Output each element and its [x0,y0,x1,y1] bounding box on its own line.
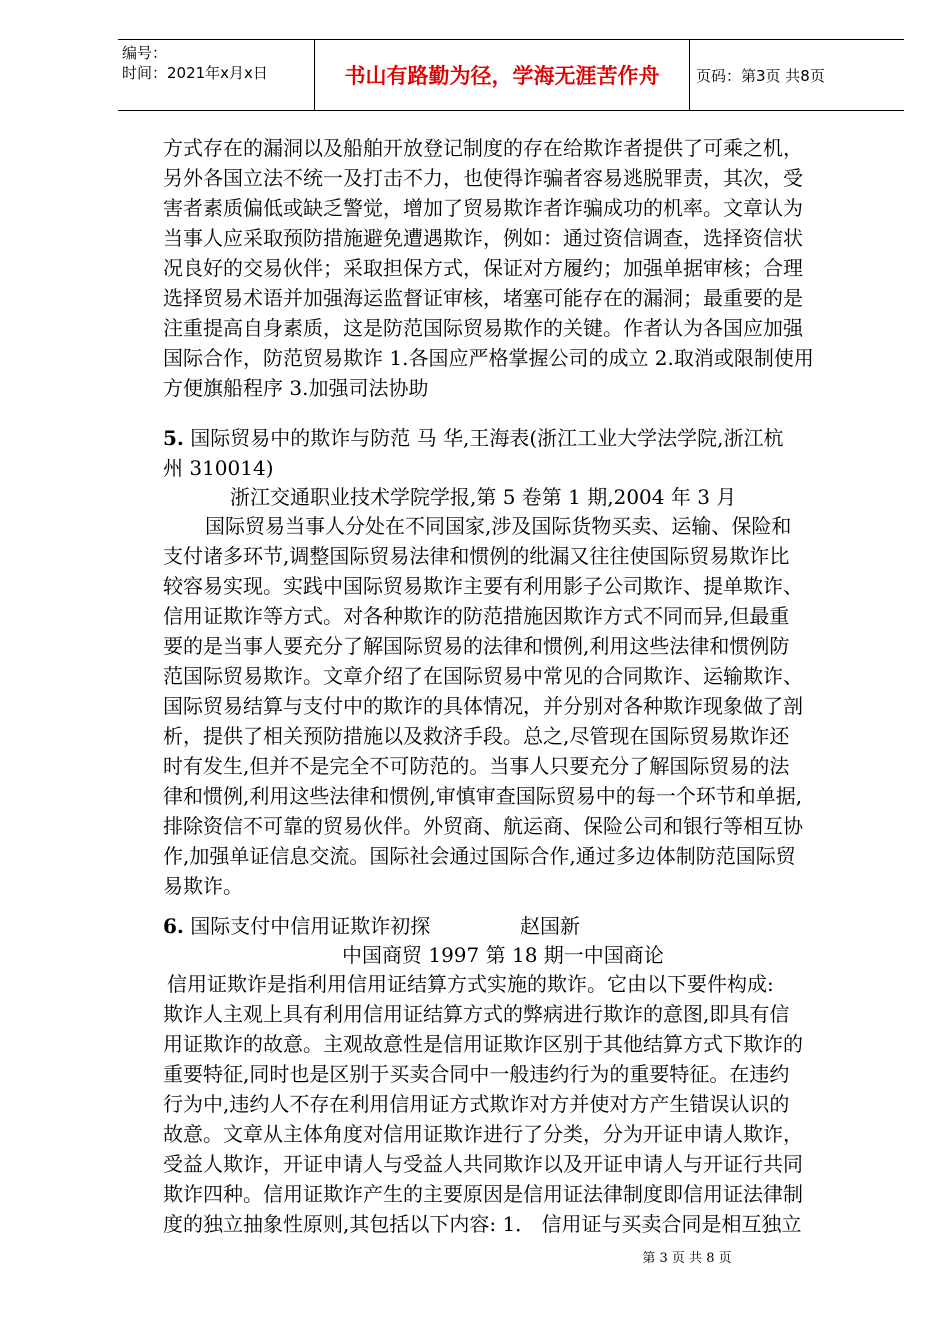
entry-title-text: 国际贸易中的欺诈与防范 马 华,王海表(浙江工业大学法学院,浙江杭 [190,426,784,450]
text-line: 行为中,违约人不存在利用信用证方式欺诈对方并使对方产生错误认识的 [163,1092,790,1116]
text-line: 国际合作，防范贸易欺诈 1.各国应严格掌握公司的成立 2.取消或限制使用 [163,346,814,370]
text-line: 害者素质偏低或缺乏警觉，增加了贸易欺诈者诈骗成功的机率。文章认为 [163,196,803,220]
text-line: 方便旗船程序 3.加强司法协助 [163,376,429,400]
time-label: 时间：2021年x月x日 [122,64,268,82]
text-line: 度的独立抽象性原则,其包括以下内容: 1． 信用证与买卖合同是相互独立 [163,1212,802,1236]
text-line: 受益人欺诈，开证申请人与受益人共同欺诈以及开证申请人与开证行共同 [163,1152,803,1176]
page-footer [0,1247,950,1266]
text-line: 况良好的交易伙伴；采取担保方式，保证对方履约；加强单据审核；合理 [163,256,803,280]
text-line: 信用证欺诈是指利用信用证结算方式实施的欺诈。它由以下要件构成: [167,972,774,996]
text-line: 方式存在的漏洞以及船舶开放登记制度的存在给欺诈者提供了可乘之机， [163,136,803,160]
entry-number: 5. [163,426,184,450]
text-line: 欺诈四种。信用证欺诈产生的主要原因是信用证法律制度即信用证法律制 [163,1182,803,1206]
text-line: 信用证欺诈等方式。对各种欺诈的防范措施因欺诈方式不同而异,但最重 [163,604,790,628]
header-motto: 书山有路勤为径，学海无涯苦作舟 [314,40,690,110]
text-line: 选择贸易术语并加强海运监督证审核，堵塞可能存在的漏洞；最重要的是 [163,286,803,310]
text-line: 排除资信不可靠的贸易伙伴。外贸商、航运商、保险公司和银行等相互协 [163,814,803,838]
text-line: 国际贸易结算与支付中的欺诈的具体情况，并分别对各种欺诈现象做了剖 [163,694,803,718]
entry-title-text: 国际支付中信用证欺诈初探 [190,914,431,938]
entry-source: 中国商贸 1997 第 18 期一中国商论 [342,943,664,967]
text-line: 国际贸易当事人分处在不同国家,涉及国际货物买卖、运输、保险和 [205,514,792,538]
text-line: 欺诈人主观上具有利用信用证结算方式的弊病进行欺诈的意图,即具有信 [163,1002,790,1026]
entry-number: 6. [163,914,184,938]
text-line: 范国际贸易欺诈。文章介绍了在国际贸易中常见的合同欺诈、运输欺诈、 [163,664,803,688]
document-header [118,39,904,111]
entry-source: 浙江交通职业技术学院学报,第 5 卷第 1 期,2004 年 3 月 [230,485,737,509]
footer-page-number: 第 3 页 共 8 页 [642,1251,732,1266]
entry-title [163,911,430,941]
text-line: 重要特征,同时也是区别于买卖合同中一般违约行为的重要特征。在违约 [163,1062,790,1086]
text-line: 用证欺诈的故意。主观故意性是信用证欺诈区别于其他结算方式下欺诈的 [163,1032,803,1056]
text-line: 当事人应采取预防措施避免遭遇欺诈，例如：通过资信调查，选择资信状 [163,226,803,250]
text-line: 故意。文章从主体角度对信用证欺诈进行了分类，分为开证申请人欺诈， [163,1122,803,1146]
text-line: 支付诸多环节,调整国际贸易法律和惯例的纰漏又往往使国际贸易欺诈比 [163,544,790,568]
page-label: 页码：第3页 共8页 [696,66,825,85]
text-line: 较容易实现。实践中国际贸易欺诈主要有利用影子公司欺诈、提单欺诈、 [163,574,803,598]
text-line: 另外各国立法不统一及打击不力，也使得诈骗者容易逃脱罪责，其次，受 [163,166,803,190]
text-line: 律和惯例,利用这些法律和惯例,审慎审查国际贸易中的每一个环节和单据, [163,784,803,808]
number-label: 编号： [122,44,168,62]
text-line: 时有发生,但并不是完全不可防范的。当事人只要充分了解国际贸易的法 [163,754,790,778]
text-line: 作,加强单证信息交流。国际社会通过国际合作,通过多边体制防范国际贸 [163,844,796,868]
entry-title [163,423,783,453]
header-meta [118,40,314,110]
header-page [690,40,904,110]
text-line: 注重提高自身素质，这是防范国际贸易欺作的关键。作者认为各国应加强 [163,316,803,340]
entry-author: 赵国新 [520,914,580,938]
text-line: 易欺诈。 [163,874,243,898]
text-line: 析，提供了相关预防措施以及救济手段。总之,尽管现在国际贸易欺诈还 [163,724,790,748]
text-line: 要的是当事人要充分了解国际贸易的法律和惯例,利用这些法律和惯例防 [163,634,790,658]
entry-title-cont: 州 310014) [163,456,274,480]
